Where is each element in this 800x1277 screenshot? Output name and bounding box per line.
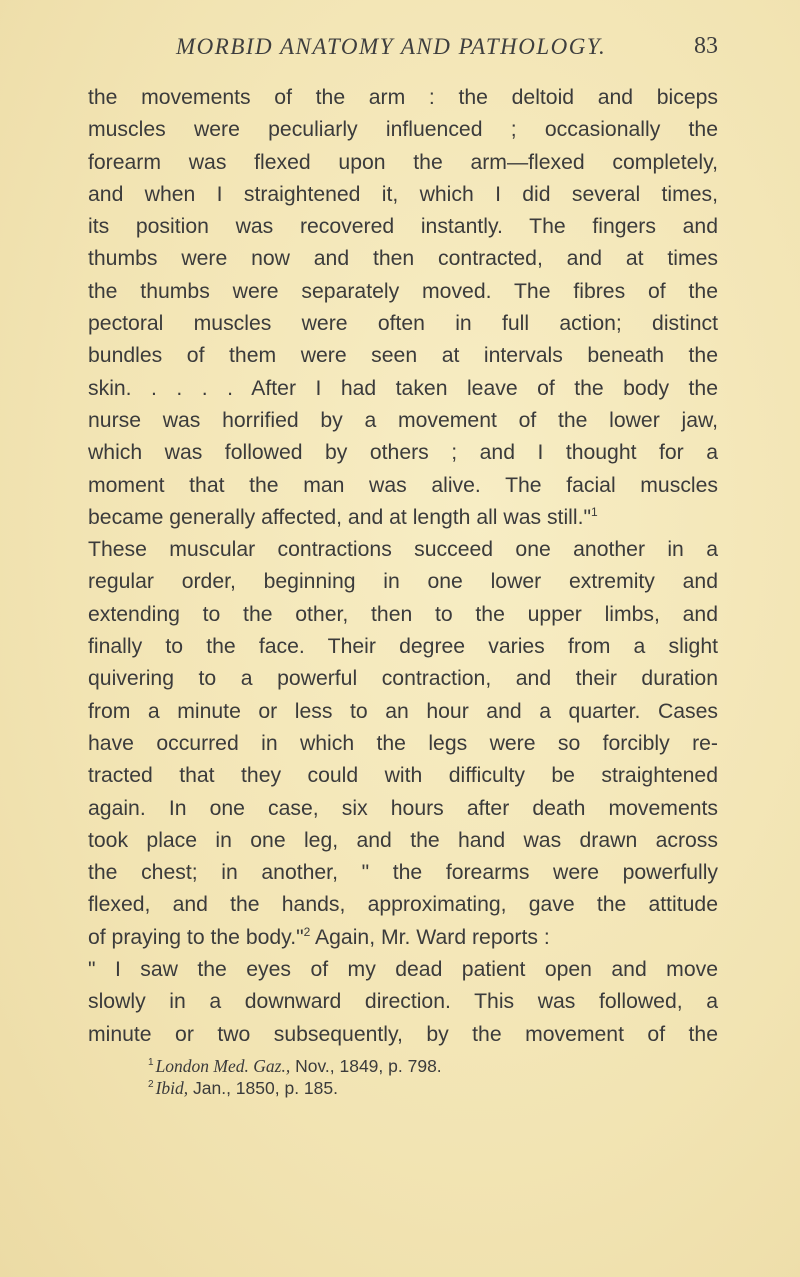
text-line-content: Again, Mr. Ward reports : xyxy=(310,925,550,949)
text-line: extending to the other, then to the upper limbs, and xyxy=(88,602,718,626)
body-text xyxy=(88,82,718,1051)
footnote-source: London Med. Gaz., xyxy=(155,1055,291,1076)
text-line: nurse was horrified by a movement of the lower jaw, xyxy=(88,408,718,432)
footnote-mark: 1 xyxy=(148,1057,154,1069)
footnote-mark: 2 xyxy=(148,1079,154,1091)
text-line: forearm was flexed upon the arm—flexed completely, xyxy=(88,150,718,174)
text-line-content: of praying to the body." xyxy=(88,925,304,949)
footnote-text: Nov., 1849, p. 798. xyxy=(290,1055,442,1076)
text-line: its position was recovered instantly. The fingers and xyxy=(88,215,718,239)
text-line: the thumbs were separately moved. The fibres of the xyxy=(88,279,718,303)
footnote-source: Ibid, xyxy=(155,1077,189,1098)
text-line: have occurred in which the legs were so forcibly re- xyxy=(88,731,718,755)
text-line: the chest; in another, " the forearms were powerfully xyxy=(88,861,718,885)
text-line: thumbs were now and then contracted, and at times xyxy=(88,247,718,271)
text-line-content: became generally affected, and at length all was still." xyxy=(88,505,591,529)
text-line: the movements of the arm : the deltoid and biceps xyxy=(88,86,718,109)
text-line: quivering to a powerful contraction, and their duration xyxy=(88,667,718,691)
text-line: slowly in a downward direction. This was followed, a xyxy=(88,990,718,1014)
running-title: MORBID ANATOMY AND PATHOLOGY. xyxy=(176,34,607,59)
footnote-ref-2: 2 xyxy=(303,924,311,939)
footnote-text: Jan., 1850, p. 185. xyxy=(188,1077,338,1098)
text-line: again. In one case, six hours after death movements xyxy=(88,796,718,820)
text-line: tracted that they could with difficulty be straightened xyxy=(88,764,718,788)
page-content xyxy=(88,28,718,1099)
text-line: flexed, and the hands, approximating, gave the attitude xyxy=(88,893,718,917)
text-line: which was followed by others ; and I thought for a xyxy=(88,441,718,465)
text-line: " I saw the eyes of my dead patient open and move xyxy=(88,958,718,982)
text-line xyxy=(88,502,718,534)
running-header xyxy=(88,28,718,68)
text-line: pectoral muscles were often in full action; distinct xyxy=(88,312,718,336)
footnote-1 xyxy=(148,1055,718,1077)
footnotes xyxy=(148,1055,718,1099)
text-line: and when I straightened it, which I did several times, xyxy=(88,182,718,206)
text-line: bundles of them were seen at intervals beneath the xyxy=(88,344,718,368)
text-line: moment that the man was alive. The facial muscles xyxy=(88,473,718,497)
text-line: from a minute or less to an hour and a quarter. Cases xyxy=(88,699,718,723)
page-number: 83 xyxy=(694,33,718,59)
text-line: skin. . . . . After I had taken leave of the body the xyxy=(88,376,718,400)
text-line: muscles were peculiarly influenced ; occasionally the xyxy=(88,118,718,142)
text-line: took place in one leg, and the hand was drawn across xyxy=(88,828,718,852)
text-line: minute or two subsequently, by the movement of the xyxy=(88,1022,718,1046)
text-line: regular order, beginning in one lower extremity and xyxy=(88,570,718,594)
text-line: These muscular contractions succeed one another in a xyxy=(88,538,718,562)
footnote-2 xyxy=(148,1077,718,1099)
text-line: finally to the face. Their degree varies from a slight xyxy=(88,635,718,659)
text-line xyxy=(88,922,718,954)
footnote-ref-1: 1 xyxy=(590,504,598,519)
